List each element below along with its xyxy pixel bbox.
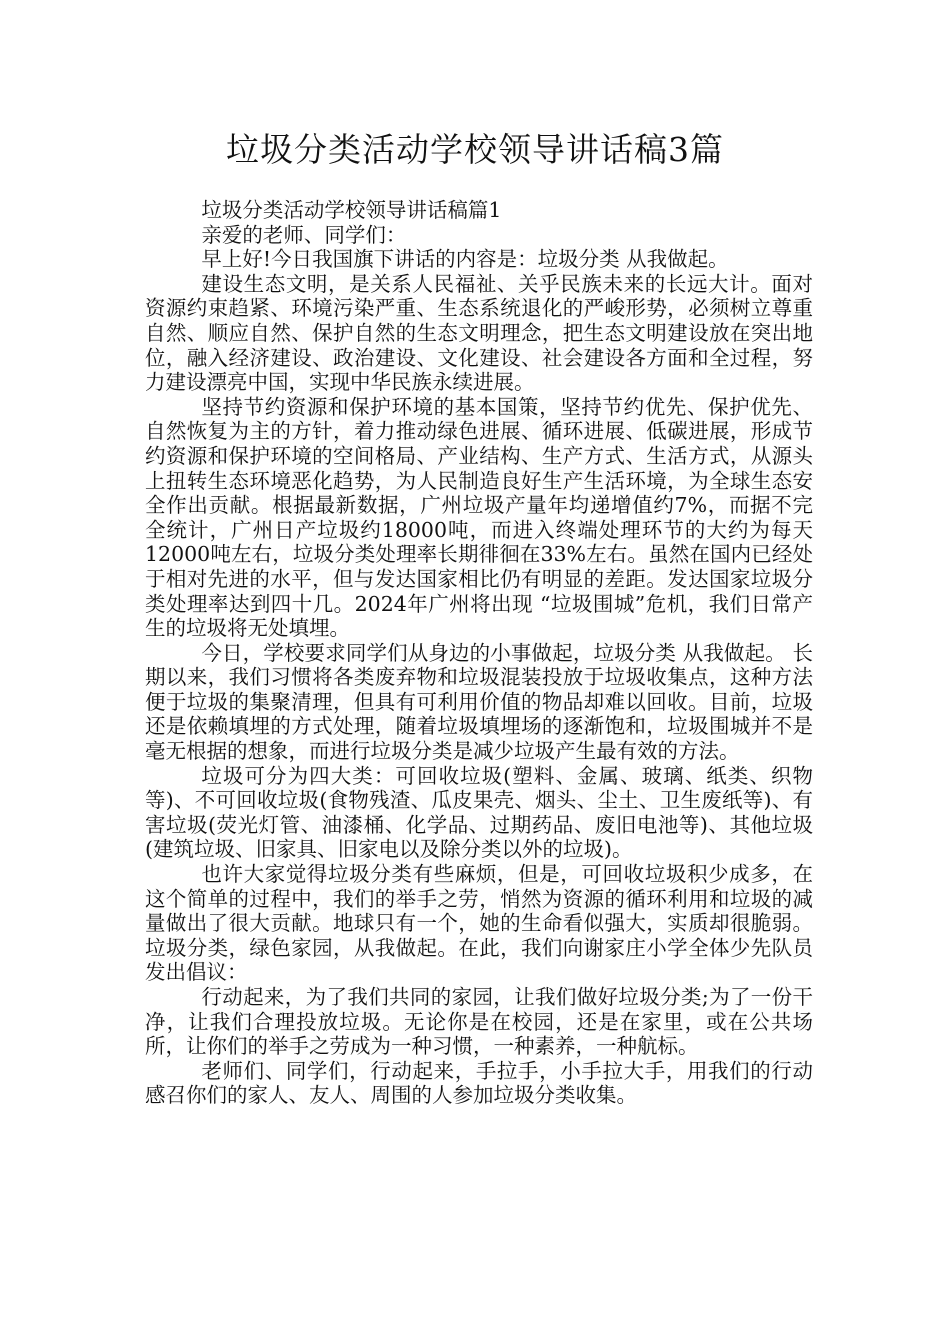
document-title: 垃圾分类活动学校领导讲话稿3篇 <box>226 130 724 169</box>
paragraph: 早上好!今日我国旗下讲话的内容是：垃圾分类 从我做起。 <box>201 247 729 272</box>
paragraph: 老师们、同学们，行动起来，手拉手，小手拉大手，用我们的行动感召你们的家人、友人、周围的人参加垃圾分类收集。 <box>145 1058 813 1108</box>
salutation: 亲爱的老师、同学们： <box>201 222 407 247</box>
paragraph: 今日，学校要求同学们从身边的小事做起，垃圾分类 从我做起。 长期以来，我们习惯将各类废弃物和垃圾混装投放于垃圾收集点，这种方法便于垃圾的集聚清理，但具有可利用价值的物品却难以回收。目前，垃圾还是依赖填埋的方式处理，随着垃圾填埋场的逐渐饱和，垃圾围城并不是毫无根据的想象，而进行垃圾分类是减少垃圾产生最有效的方法。 <box>145 640 813 764</box>
section-heading: 垃圾分类活动学校领导讲话稿篇1 <box>201 198 502 222</box>
paragraph: 也许大家觉得垃圾分类有些麻烦，但是，可回收垃圾积少成多，在这个简单的过程中，我们的举手之劳，悄然为资源的循环利用和垃圾的减量做出了很大贡献。地球只有一个，她的生命看似强大，实质却很脆弱。垃圾分类，绿色家园，从我做起。在此，我们向谢家庄小学全体少先队员发出倡议： <box>145 862 813 985</box>
document-body <box>145 198 813 1108</box>
paragraph: 垃圾可分为四大类：可回收垃圾(塑料、金属、玻璃、纸类、织物等)、不可回收垃圾(食物残渣、瓜皮果壳、烟头、尘土、卫生废纸等)、有害垃圾(荧光灯管、油漆桶、化学品、过期药品、废旧电池等)、其他垃圾(建筑垃圾、旧家具、旧家电以及除分类以外的垃圾)。 <box>145 763 813 862</box>
paragraph: 行动起来，为了我们共同的家园，让我们做好垃圾分类;为了一份干净，让我们合理投放垃圾。无论你是在校园，还是在家里，或在公共场所，让你们的举手之劳成为一种习惯，一种素养，一种航标。 <box>145 985 813 1059</box>
paragraph: 坚持节约资源和保护环境的基本国策，坚持节约优先、保护优先、自然恢复为主的方针，着力推动绿色进展、循环进展、低碳进展，形成节约资源和保护环境的空间格局、产业结构、生产方式、生活方式，从源头上扭转生态环境恶化趋势，为人民制造良好生产生活环境，为全球生态安全作出贡献。根据最新数据，广州垃圾产量年均递增值约7%，而据不完全统计，广州日产垃圾约18000吨，而进入终端处理环节的大约为每天12000吨左右，垃圾分类处理率长期徘徊在33%左右。虽然在国内已经处于相对先进的水平，但与发达国家相比仍有明显的差距。发达国家垃圾分类处理率达到四十几。2024年广州将出现 “垃圾围城”危机，我们日常产生的垃圾将无处填埋。 <box>145 394 813 641</box>
paragraph: 建设生态文明，是关系人民福祉、关乎民族未来的长远大计。面对资源约束趋紧、环境污染严重、生态系统退化的严峻形势，必须树立尊重自然、顺应自然、保护自然的生态文明理念，把生态文明建设放在突出地位，融入经济建设、政治建设、文化建设、社会建设各方面和全过程，努力建设漂亮中国，实现中华民族永续进展。 <box>145 271 813 395</box>
